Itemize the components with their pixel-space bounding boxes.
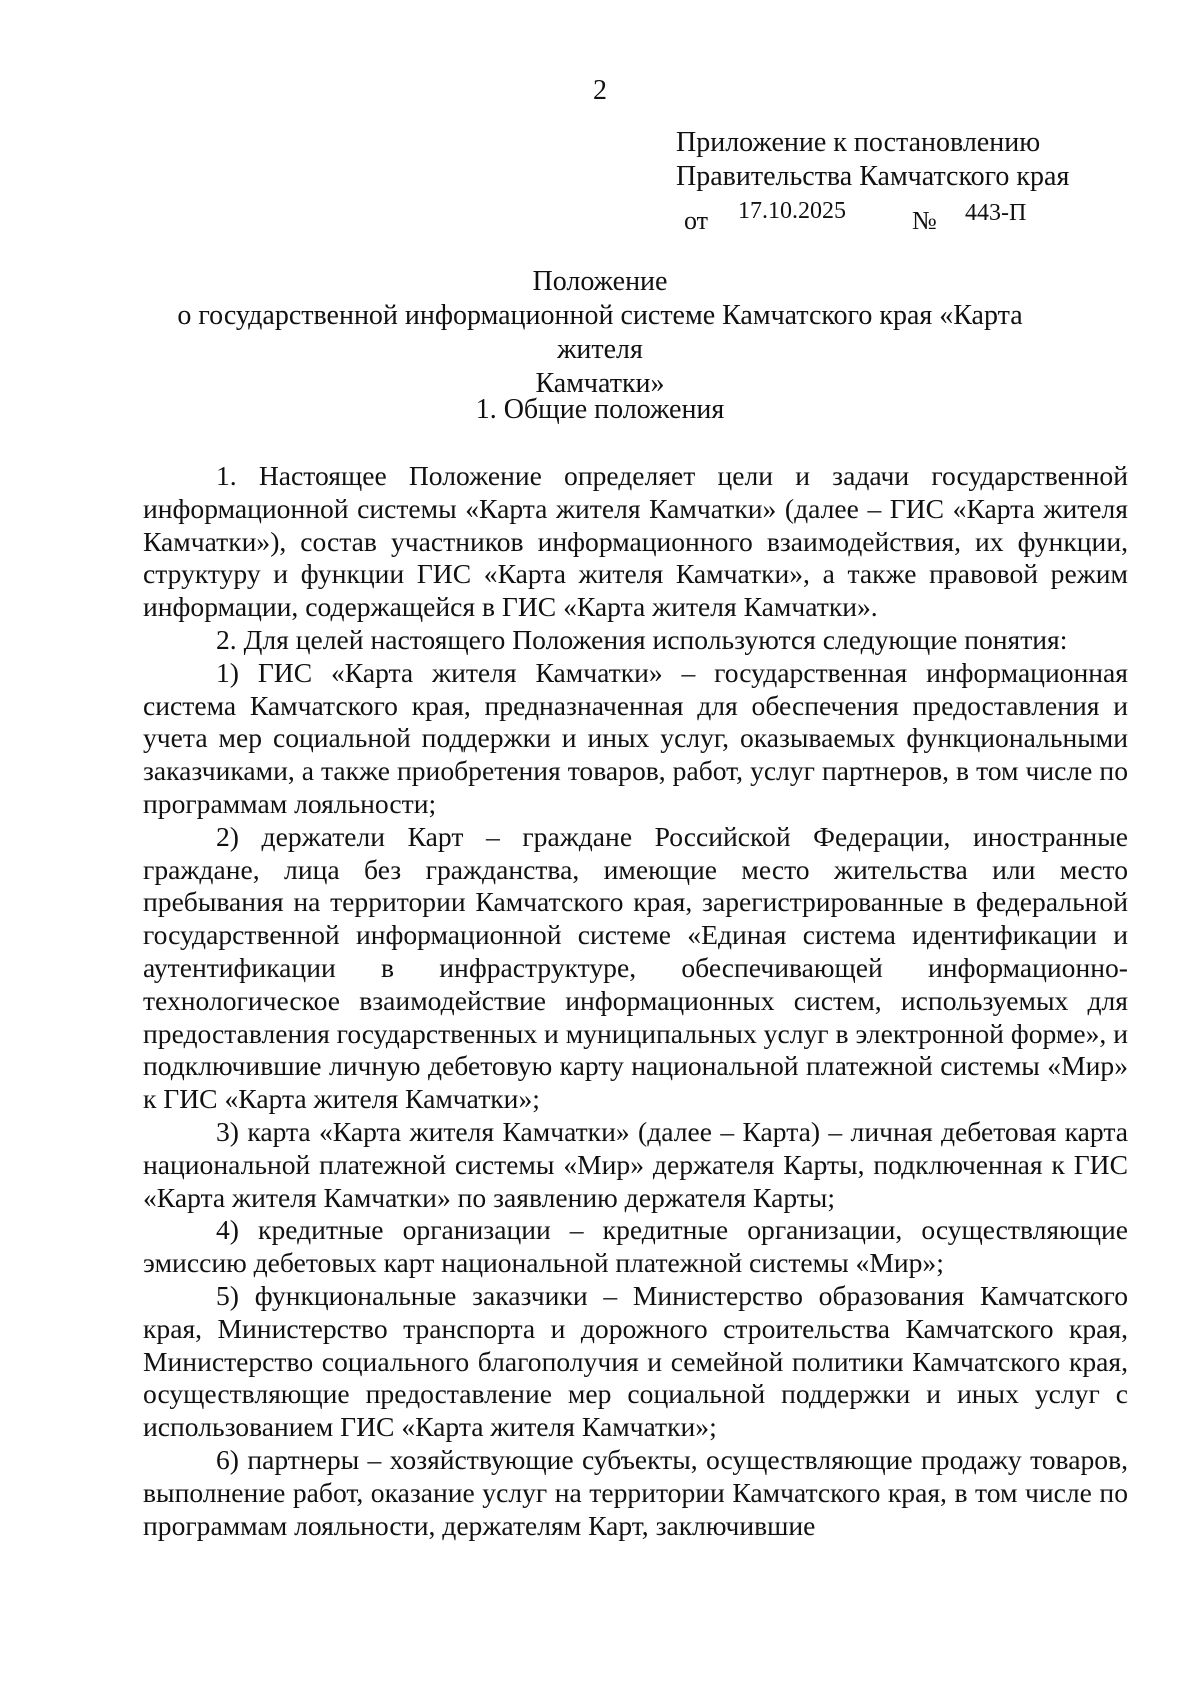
title-line-3: Камчатки»	[535, 368, 665, 399]
page-number: 2	[593, 75, 607, 106]
paragraph: 1. Настоящее Положение определяет цели и задачи государственной информационной системы «Карта жителя Камчатки» (далее – ГИС «Карта жителя Камчатки»), состав участников информационного взаимодействия, их функции, структуру и функции ГИС «Карта жителя Камчатки», а также правовой режим информации, содержащейся в ГИС «Карта жителя Камчатки».	[143, 460, 1128, 623]
appendix-line-1: Приложение к постановлению	[676, 127, 1041, 158]
paragraph: 3) карта «Карта жителя Камчатки» (далее – Карта) – личная дебетовая карта национальной платежной системы «Мир» держателя Карты, подключенная к ГИС «Карта жителя Камчатки» по заявлению держателя Карты;	[143, 1115, 1128, 1213]
resolution-number: 443-П	[965, 200, 1027, 226]
from-label: от	[684, 206, 709, 235]
paragraph: 5) функциональные заказчики – Министерство образования Камчатского края, Министерство транспорта и дорожного строительства Камчатского края, Министерство социального благополучия и семейной политики Камчатского края, осуществляющие предоставление мер социальной поддержки и иных услуг с использованием ГИС «Карта жителя Камчатки»;	[143, 1279, 1128, 1443]
appendix-date-row	[676, 194, 1116, 234]
paragraph: 2. Для целей настоящего Положения используются следующие понятия:	[216, 623, 1068, 655]
resolution-date: 17.10.2025	[738, 198, 846, 224]
paragraph: 1) ГИС «Карта жителя Камчатки» – государственная информационная система Камчатского края, предназначенная для обеспечения предоставления и учета мер социальной поддержки и иных услуг, оказываемых функциональными заказчиками, а также приобретения товаров, работ, услуг партнеров, в том числе по программам лояльности;	[143, 656, 1128, 819]
section-heading: 1. Общие положения	[475, 394, 725, 425]
number-label: №	[912, 206, 937, 235]
title-line-1: Положение	[532, 266, 668, 297]
title-line-2: о государственной информационной системе Камчатского края «Карта жителя	[177, 300, 1023, 365]
paragraph: 6) партнеры – хозяйствующие субъекты, осуществляющие продажу товаров, выполнение работ, оказание услуг на территории Камчатского края, в том числе по программам лояльности, держателям Карт, заключившие	[143, 1443, 1128, 1541]
document-title	[140, 265, 1060, 401]
body-text	[143, 460, 1128, 1542]
appendix-header	[676, 126, 1116, 234]
appendix-line-2: Правительства Камчатского края	[676, 161, 1070, 192]
paragraph: 4) кредитные организации – кредитные организации, осуществляющие эмиссию дебетовых карт национальной платежной системы «Мир»;	[143, 1214, 1128, 1279]
paragraph: 2) держатели Карт – граждане Российской Федерации, иностранные граждане, лица без гражданства, имеющие место жительства или место пребывания на территории Камчатского края, зарегистрированные в федеральной государственной информационной системе «Единая система идентификации и аутентификации в инфраструктуре, обеспечивающей информационно-технологическое взаимодействие информационных систем, используемых для предоставления государственных и муниципальных услуг в электронной форме», и подключившие личную дебетовую карту национальной платежной системы «Мир» к ГИС «Карта жителя Камчатки»;	[143, 820, 1128, 1115]
